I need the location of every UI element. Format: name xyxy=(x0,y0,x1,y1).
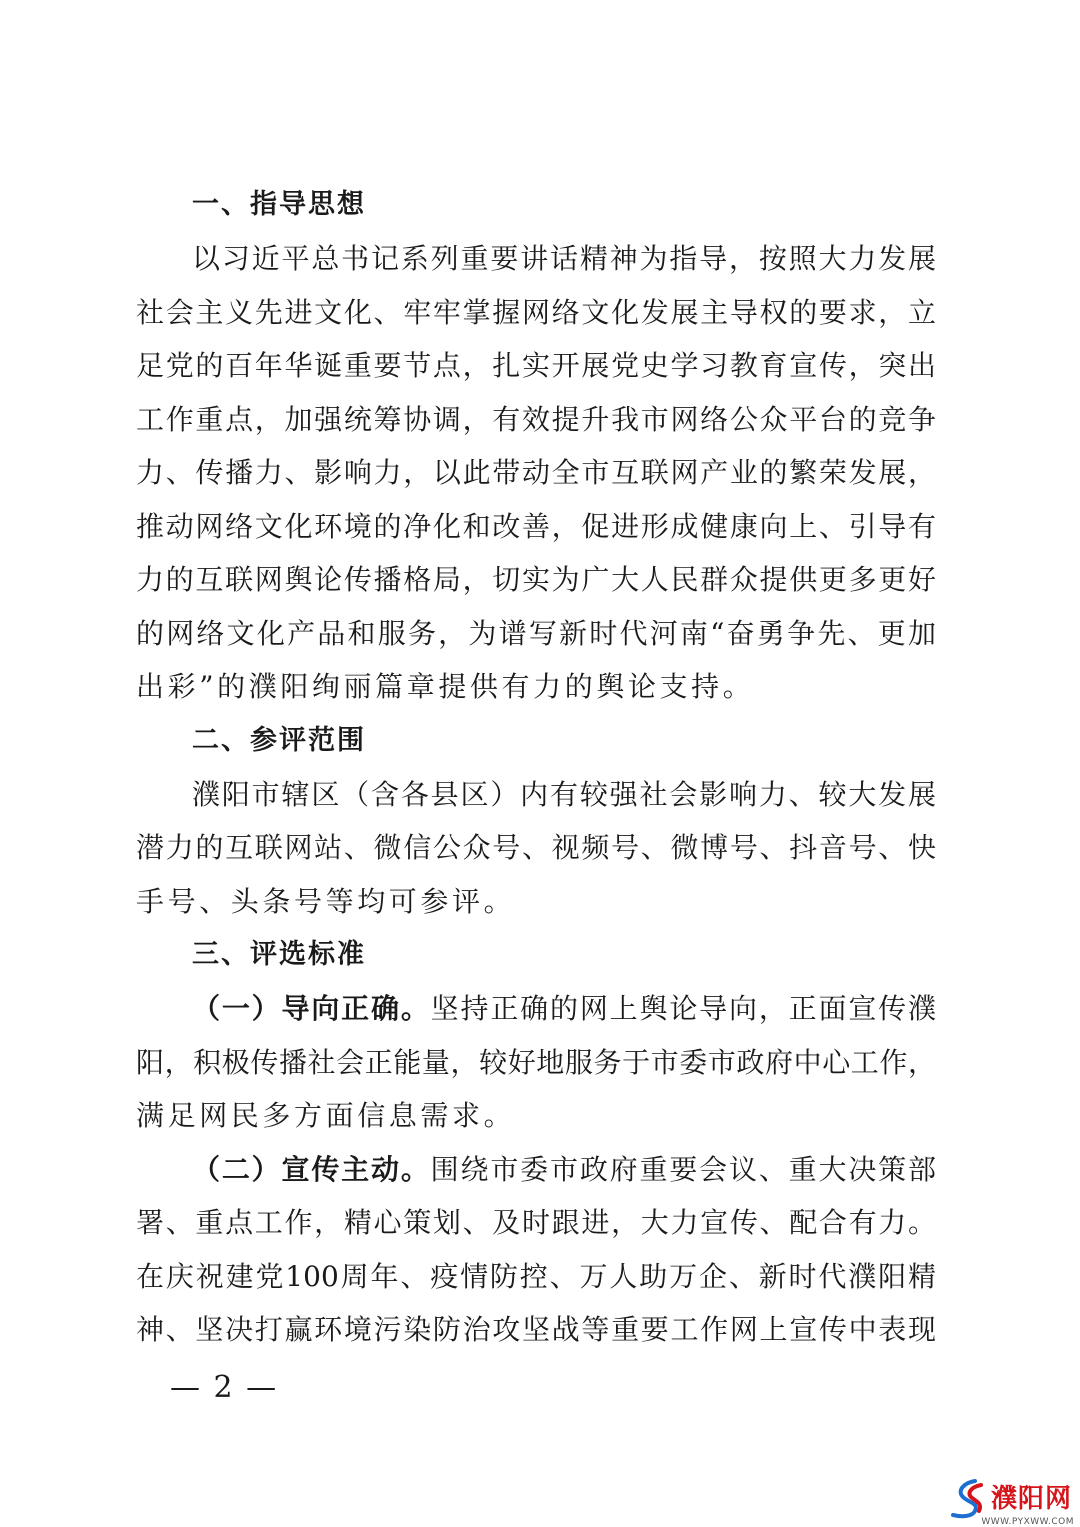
paragraph-line: 署、重点工作，精心策划、及时跟进，大力宣传、配合有力。 xyxy=(136,1206,936,1239)
paragraph-line: 力的互联网舆论传播格局，切实为广大人民群众提供更多更好 xyxy=(136,563,936,596)
paragraph-line: 濮阳市辖区（含各县区）内有较强社会影响力、较大发展 xyxy=(192,777,936,811)
paragraph-line: 神、坚决打赢环境污染防治攻坚战等重要工作网上宣传中表现 xyxy=(136,1313,936,1346)
section-heading-guiding-ideology: 一、指导思想 xyxy=(192,189,366,220)
site-name: 濮阳网 xyxy=(990,1484,1072,1514)
paragraph-line: 以习近平总书记系列重要讲话精神为指导，按照大力发展 xyxy=(192,242,936,275)
paragraph-line: 手号、头条号等均可参评。 xyxy=(136,884,516,918)
document-body xyxy=(136,178,936,1357)
item-text: 坚持正确的网上舆论导向，正面宣传濮 xyxy=(430,992,936,1025)
item-title-proactive-publicity: （二）宣传主动。 xyxy=(192,1152,431,1186)
item-title-correct-orientation: （一）导向正确。 xyxy=(192,992,431,1025)
site-watermark xyxy=(949,1475,1072,1523)
paragraph-line xyxy=(136,982,936,1036)
item-text: 围绕市委市政府重要会议、重大决策部 xyxy=(430,1152,936,1186)
site-url: WWW.PYXWW.COM xyxy=(981,1517,1074,1527)
paragraph-line: 阳，积极传播社会正能量，较好地服务于市委市政府中心工作， xyxy=(136,1045,936,1079)
paragraph-line xyxy=(136,1143,936,1197)
paragraph-line: 在庆祝建党100周年、疫情防控、万人助万企、新时代濮阳精 xyxy=(136,1259,936,1293)
paragraph-line: 社会主义先进文化、牢牢掌握网络文化发展主导权的要求，立 xyxy=(136,295,936,329)
paragraph-line: 出彩”的濮阳绚丽篇章提供有力的舆论支持。 xyxy=(136,670,755,703)
page-number: — 2 — xyxy=(170,1370,279,1405)
section-heading-criteria: 三、评选标准 xyxy=(192,939,366,970)
section-heading-scope: 二、参评范围 xyxy=(192,724,366,756)
paragraph-line: 满足网民多方面信息需求。 xyxy=(136,1099,516,1132)
paragraph-line: 足党的百年华诞重要节点，扎实开展党史学习教育宣传，突出 xyxy=(136,349,936,382)
paragraph-line: 力、传播力、影响力，以此带动全市互联网产业的繁荣发展， xyxy=(136,456,936,489)
paragraph-line: 潜力的互联网站、微信公众号、视频号、微博号、抖音号、快 xyxy=(136,831,936,864)
site-logo-icon xyxy=(949,1477,989,1521)
paragraph-line: 推动网络文化环境的净化和改善，促进形成健康向上、引导有 xyxy=(136,509,936,543)
paragraph-line: 工作重点，加强统筹协调，有效提升我市网络公众平台的竞争 xyxy=(136,402,936,436)
paragraph-line: 的网络文化产品和服务，为谱写新时代河南“奋勇争先、更加 xyxy=(136,616,936,650)
